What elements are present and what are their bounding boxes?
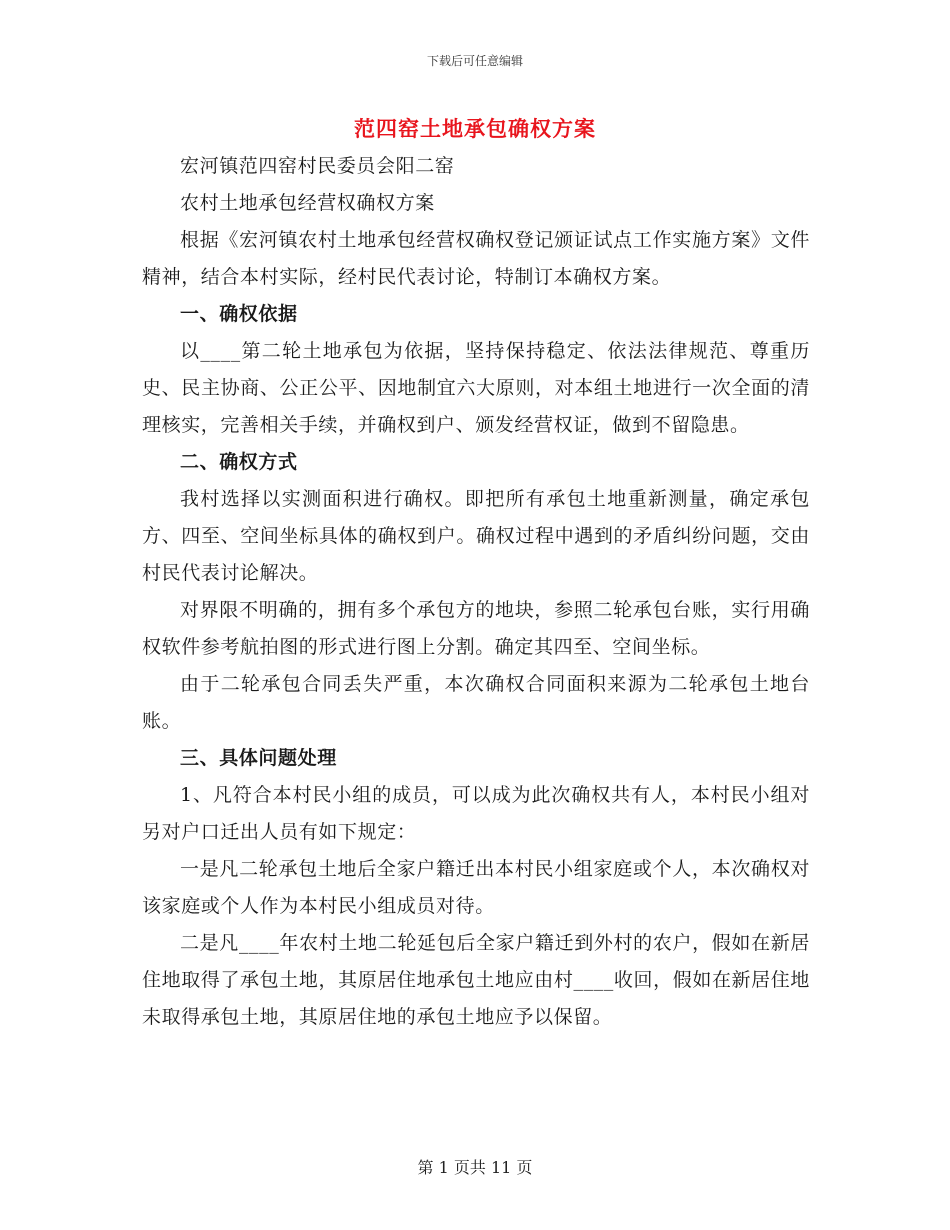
paragraph-issues-1: 1、凡符合本村民小组的成员，可以成为此次确权共有人，本村民小组对另对户口迁出人员有如下规定： [142, 784, 810, 843]
paragraph-intro: 根据《宏河镇农村土地承包经营权确权登记颁证试点工作实施方案》文件精神，结合本村实际，经村民代表讨论，特制订本确权方案。 [142, 229, 810, 288]
document-title: 范四窑土地承包确权方案 [354, 116, 596, 141]
page-footer: 第 1 页共 11 页 [417, 1158, 533, 1177]
paragraph-issues-3: 二是凡____年农村土地二轮延包后全家户籍迁到外村的农户，假如在新居住地取得了承包土地，其原居住地承包土地应由村____收回，假如在新居住地未取得承包土地，其原居住地的承包土地应予以保留。 [142, 932, 810, 1028]
document-body [142, 148, 810, 1036]
section-heading-basis: 一、确权依据 [180, 303, 298, 325]
paragraph-method-1: 我村选择以实测面积进行确权。即把所有承包土地重新测量，确定承包方、四至、空间坐标具体的确权到户。确权过程中遇到的矛盾纠纷问题，交由村民代表讨论解决。 [142, 488, 810, 584]
paragraph-org: 宏河镇范四窑村民委员会阳二窑 [180, 155, 455, 177]
paragraph-subtitle: 农村土地承包经营权确权方案 [180, 192, 435, 214]
paragraph-method-2: 对界限不明确的，拥有多个承包方的地块，参照二轮承包台账，实行用确权软件参考航拍图的形式进行图上分割。确定其四至、空间坐标。 [142, 599, 810, 658]
paragraph-method-3: 由于二轮承包合同丢失严重，本次确权合同面积来源为二轮承包土地台账。 [142, 673, 810, 732]
paragraph-basis: 以____第二轮土地承包为依据，坚持保持稳定、依法法律规范、尊重历史、民主协商、公正公平、因地制宜六大原则，对本组土地进行一次全面的清理核实，完善相关手续，并确权到户、颁发经营权证，做到不留隐患。 [142, 340, 810, 436]
section-heading-issues: 三、具体问题处理 [180, 747, 337, 769]
paragraph-issues-2: 一是凡二轮承包土地后全家户籍迁出本村民小组家庭或个人，本次确权对该家庭或个人作为本村民小组成员对待。 [142, 858, 810, 917]
section-heading-method: 二、确权方式 [180, 451, 298, 473]
header-note: 下载后可任意编辑 [426, 54, 523, 68]
